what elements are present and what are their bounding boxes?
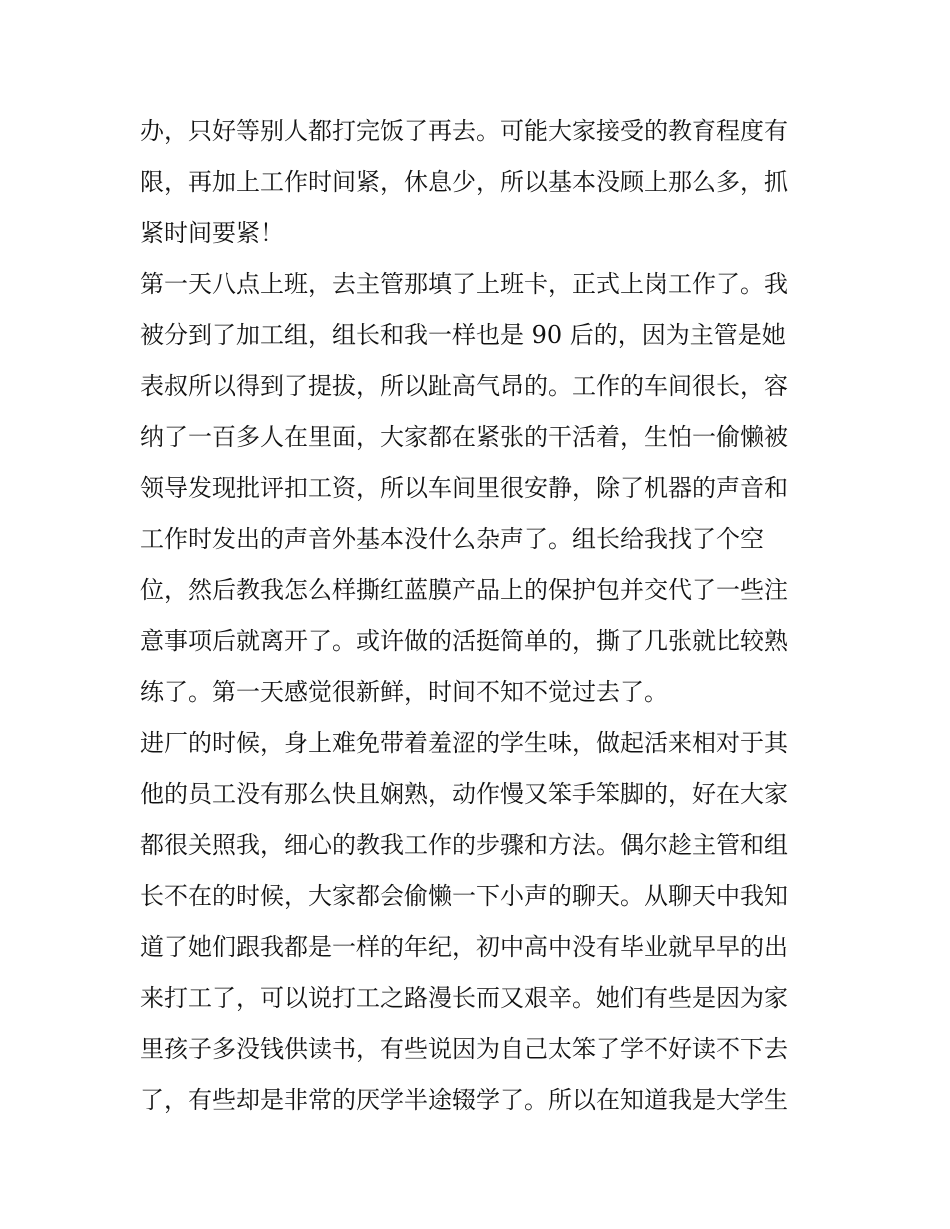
text-line: 限，再加上工作时间紧，休息少，所以基本没顾上那么多，抓 <box>140 168 788 196</box>
text-line: 长不在的时候，大家都会偷懒一下小声的聊天。从聊天中我知 <box>140 882 788 910</box>
text-line: 了，有些却是非常的厌学半途辍学了。所以在知道我是大学生 <box>140 1086 788 1114</box>
text-line: 表叔所以得到了提拔，所以趾高气昂的。工作的车间很长，容 <box>140 372 788 400</box>
text-line: 都很关照我，细心的教我工作的步骤和方法。偶尔趁主管和组 <box>140 831 788 859</box>
text-line: 他的员工没有那么快且娴熟，动作慢又笨手笨脚的，好在大家 <box>140 780 788 808</box>
text-line: 意事项后就离开了。或许做的活挺简单的，撕了几张就比较熟 <box>140 627 788 655</box>
text-line: 来打工了，可以说打工之路漫长而又艰辛。她们有些是因为家 <box>140 984 788 1012</box>
body-text <box>140 112 830 1132</box>
text-line: 进厂的时候，身上难免带着羞涩的学生味，做起活来相对于其 <box>140 729 788 757</box>
text-line: 被分到了加工组，组长和我一样也是 90 后的，因为主管是她 <box>140 321 786 349</box>
text-line: 练了。第一天感觉很新鲜，时间不知不觉过去了。 <box>140 678 668 706</box>
text-line: 纳了一百多人在里面，大家都在紧张的干活着，生怕一偷懒被 <box>140 423 788 451</box>
text-line: 第一天八点上班，去主管那填了上班卡，正式上岗工作了。我 <box>140 270 788 298</box>
text-line: 工作时发出的声音外基本没什么杂声了。组长给我找了个空 <box>140 525 764 553</box>
text-line: 道了她们跟我都是一样的年纪，初中高中没有毕业就早早的出 <box>140 933 788 961</box>
text-line: 办，只好等别人都打完饭了再去。可能大家接受的教育程度有 <box>140 117 788 145</box>
text-line: 位，然后教我怎么样撕红蓝膜产品上的保护包并交代了一些注 <box>140 576 788 604</box>
text-line: 里孩子多没钱供读书，有些说因为自己太笨了学不好读不下去 <box>140 1035 788 1063</box>
text-line: 紧时间要紧！ <box>140 219 284 247</box>
text-line: 领导发现批评扣工资，所以车间里很安静，除了机器的声音和 <box>140 474 788 502</box>
